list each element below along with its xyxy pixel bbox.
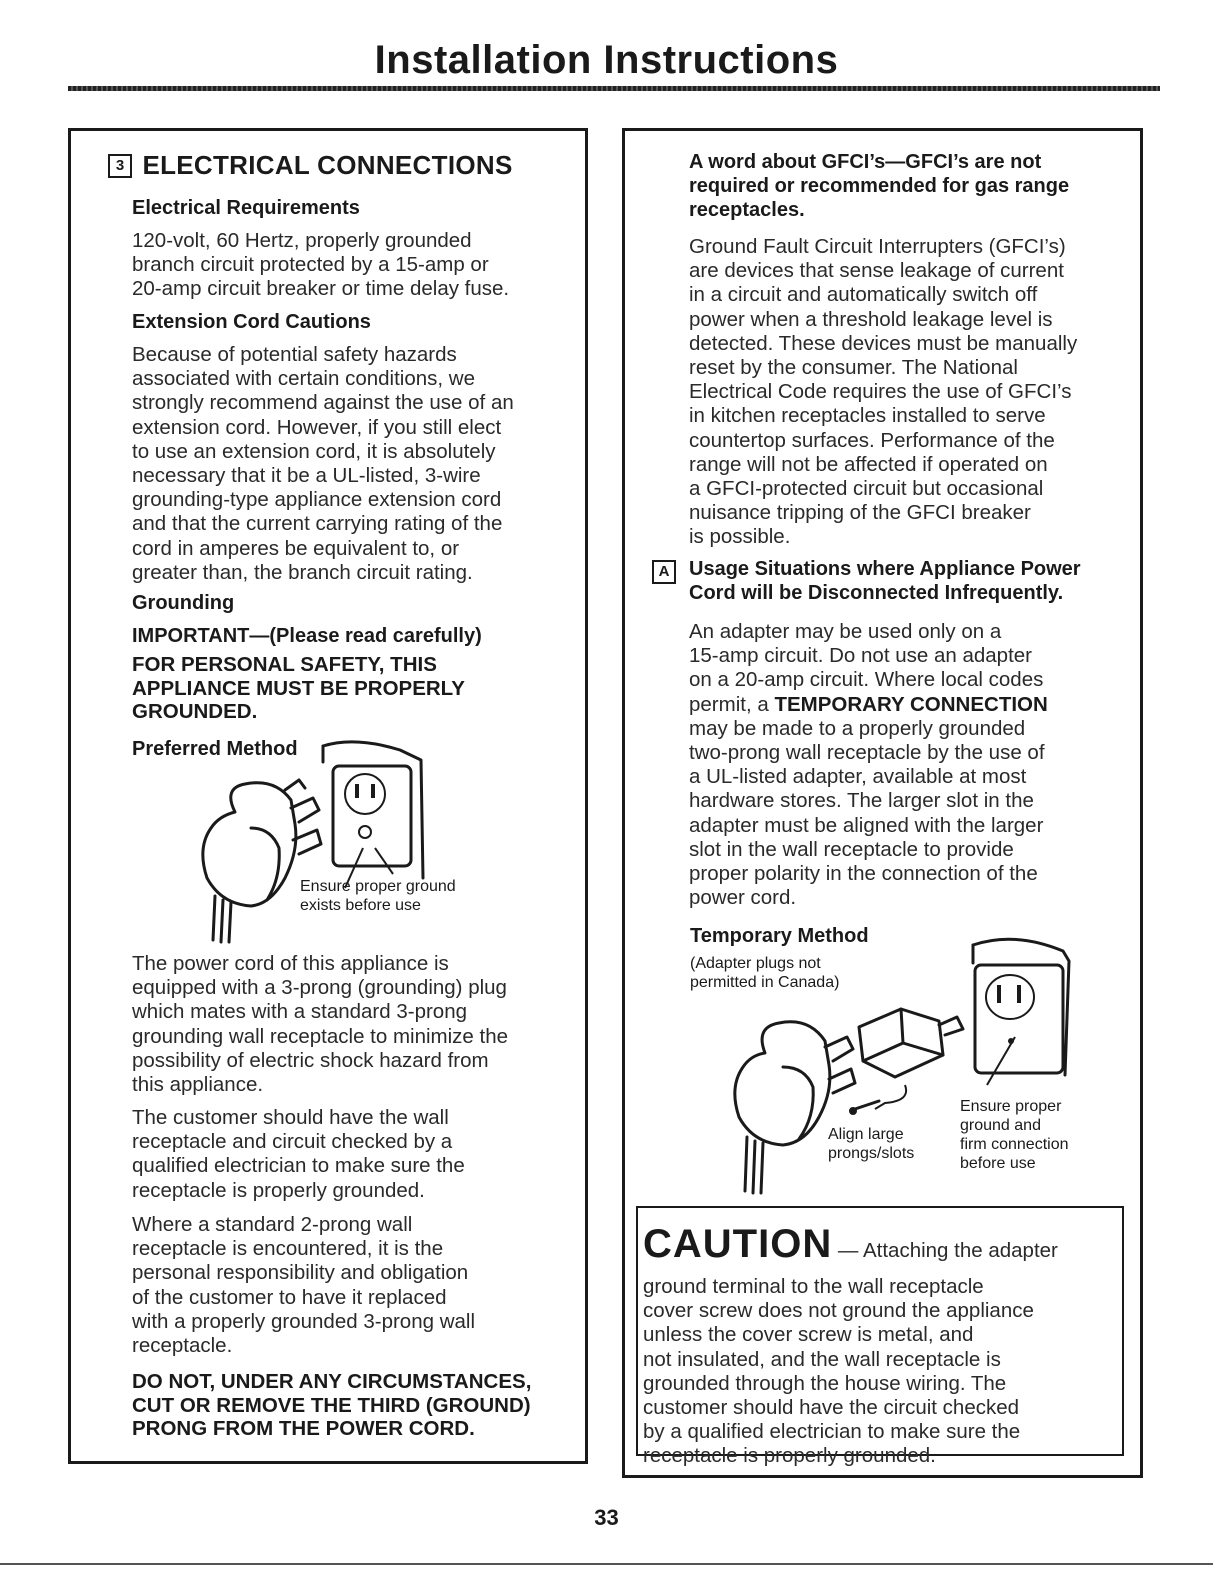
usage-badge: A (652, 560, 676, 584)
align-caption (828, 1125, 914, 1163)
caution-line: receptacle is properly grounded. (643, 1444, 936, 1468)
body-line: personal responsibility and obligation (132, 1261, 469, 1285)
caption-line: prongs/slots (828, 1145, 915, 1162)
extension-cord-heading: Extension Cord Cautions (132, 311, 371, 333)
body-line: is possible. (689, 525, 791, 549)
final-warning (132, 1370, 577, 1441)
body-line: range will not be affected if operated on (689, 452, 1048, 476)
body-line: nuisance tripping of the GFCI breaker (689, 501, 1031, 525)
grounding-heading: Grounding (132, 592, 235, 614)
caution-line: unless the cover screw is metal, and (643, 1323, 974, 1347)
preferred-method-caption (300, 877, 456, 915)
caption-line: firm connection (960, 1136, 1069, 1153)
usage-heading-line: Cord will be Disconnected Infrequently. (689, 582, 1064, 604)
important-note: IMPORTANT—(Please read carefully) (132, 625, 482, 647)
caution-word: CAUTION (643, 1222, 833, 1266)
body-line: 15-amp circuit. Do not use an adapter (689, 644, 1032, 668)
section-title: ELECTRICAL CONNECTIONS (142, 150, 513, 180)
body-line: receptacle and circuit checked by a (132, 1130, 453, 1154)
preferred-method-illustration (195, 728, 445, 948)
body-line: grounding wall receptacle to minimize the (132, 1024, 509, 1048)
body-line: equipped with a 3-prong (grounding) plug (132, 976, 507, 1000)
body-line: which mates with a standard 3-prong (132, 1000, 468, 1024)
body-line: and that the current carrying rating of the (132, 512, 503, 536)
gfci-heading-line: A word about GFCI’s—GFCI’s are not (689, 151, 1042, 173)
body-line: necessary that it be a UL-listed, 3-wire (132, 464, 481, 488)
body-line (689, 693, 1134, 717)
step-number-badge: 3 (108, 154, 132, 178)
body-line: to use an extension cord, it is absolutely (132, 439, 496, 463)
usage-heading-line: Usage Situations where Appliance Power (689, 558, 1081, 580)
title-rule (68, 86, 1160, 91)
body-line: a UL-listed adapter, available at most (689, 765, 1027, 789)
caption-line: ground and (960, 1117, 1041, 1134)
body-line: An adapter may be used only on a (689, 620, 1002, 643)
body-line: on a 20-amp circuit. Where local codes (689, 668, 1044, 692)
body-line: associated with certain conditions, we (132, 367, 475, 391)
body-line: are devices that sense leakage of current (689, 259, 1064, 283)
body-line: may be made to a properly grounded (689, 716, 1026, 740)
power-cord-paragraph (132, 952, 577, 1097)
body-line: extension cord. However, if you still elect (132, 415, 502, 439)
caution-line: cover screw does not ground the appliance (643, 1299, 1034, 1323)
caution-line: by a qualified electrician to make sure the (643, 1420, 1021, 1444)
body-line: receptacle is encountered, it is the (132, 1237, 444, 1261)
body-line: The customer should have the wall (132, 1106, 449, 1129)
body-line: 20-amp circuit breaker or time delay fuse. (132, 277, 510, 301)
body-line: with a properly grounded 3-prong wall (132, 1309, 476, 1333)
body-line: hardware stores. The larger slot in the (689, 789, 1034, 813)
body-line: detected. These devices must be manually (689, 331, 1078, 355)
grounding (132, 592, 577, 724)
customer-paragraph (132, 1106, 577, 1203)
electrical-requirements-heading: Electrical Requirements (132, 197, 360, 219)
body-line: of the customer to have it replaced (132, 1285, 447, 1309)
note-line: permitted in Canada) (690, 974, 840, 991)
body-line: cord in amperes be equivalent to, or (132, 536, 460, 560)
body-line: receptacle is properly grounded. (132, 1178, 425, 1202)
two-prong-paragraph (132, 1213, 577, 1358)
body-line: Because of potential safety hazards (132, 343, 457, 366)
section-header (108, 150, 513, 181)
caution-line: not insulated, and the wall receptacle is (643, 1347, 1001, 1371)
body-line: in kitchen receptacles installed to serve (689, 404, 1046, 428)
body-line: reset by the consumer. The National (689, 356, 1018, 380)
bottom-rule (0, 1563, 1213, 1565)
caution-content (643, 1222, 1121, 1469)
body-line: proper polarity in the connection of the (689, 862, 1038, 886)
caution-line: grounded through the house wiring. The (643, 1371, 1007, 1395)
final-warning-line: DO NOT, UNDER ANY CIRCUMSTANCES, (132, 1370, 532, 1393)
note-line: (Adapter plugs not (690, 955, 821, 972)
extension-cord-cautions (132, 311, 577, 585)
body-line: strongly recommend against the use of an (132, 391, 514, 415)
caption-line: before use (960, 1155, 1036, 1172)
caption-line: exists before use (300, 897, 421, 914)
body-line: grounding-type appliance extension cord (132, 488, 502, 512)
body-line: 120-volt, 60 Hertz, properly grounded (132, 229, 472, 252)
body-line: slot in the wall receptacle to provide (689, 837, 1014, 861)
usage-section (689, 557, 1134, 910)
gfci-section (689, 150, 1134, 550)
grounding-warning-line: APPLIANCE MUST BE PROPERLY (132, 676, 465, 700)
caption-line: Ensure proper ground (300, 878, 456, 895)
body-line: Electrical Code requires the use of GFCI’s (689, 380, 1072, 404)
body-line: receptacle. (132, 1334, 233, 1358)
body-line: in a circuit and automatically switch off (689, 283, 1038, 307)
body-line: two-prong wall receptacle by the use of (689, 741, 1045, 765)
caution-first-line: — Attaching the adapter (832, 1239, 1058, 1262)
body-line: adapter must be aligned with the larger (689, 813, 1044, 837)
grounding-warning-line: FOR PERSONAL SAFETY, THIS (132, 653, 437, 676)
ensure-caption (960, 1097, 1069, 1173)
electrical-requirements (132, 197, 577, 302)
preferred-method-heading: Preferred Method (132, 738, 298, 760)
body-line: Ground Fault Circuit Interrupters (GFCI’s) (689, 235, 1066, 258)
body-line: countertop surfaces. Performance of the (689, 428, 1055, 452)
body-line: a GFCI-protected circuit but occasional (689, 477, 1044, 501)
body-line: possibility of electric shock hazard from (132, 1048, 489, 1072)
body-text-span: permit, a (689, 692, 775, 716)
final-warning-line: CUT OR REMOVE THE THIRD (GROUND) (132, 1393, 531, 1417)
final-warning-line: PRONG FROM THE POWER CORD. (132, 1417, 475, 1440)
body-line: greater than, the branch circuit rating. (132, 560, 473, 584)
caption-line: Ensure proper (960, 1098, 1062, 1115)
gfci-heading-line: receptacles. (689, 199, 805, 221)
body-line: Where a standard 2-prong wall (132, 1213, 413, 1236)
temporary-connection-emphasis: TEMPORARY CONNECTION (774, 692, 1048, 716)
grounding-warning-line: GROUNDED. (132, 700, 258, 723)
body-line: qualified electrician to make sure the (132, 1154, 465, 1178)
gfci-heading-line: required or recommended for gas range (689, 175, 1070, 197)
body-line: branch circuit protected by a 15-amp or (132, 253, 489, 277)
caution-line: ground terminal to the wall receptacle (643, 1275, 984, 1298)
body-line: power cord. (689, 886, 797, 910)
body-line: power when a threshold leakage level is (689, 307, 1053, 331)
body-line: this appliance. (132, 1073, 264, 1097)
temporary-method-heading: Temporary Method (690, 925, 869, 947)
caption-line: Align large (828, 1126, 904, 1143)
caution-line: customer should have the circuit checked (643, 1396, 1020, 1420)
page-number: 33 (594, 1505, 619, 1530)
page-title: Installation Instructions (374, 38, 839, 82)
body-line: The power cord of this appliance is (132, 952, 449, 975)
